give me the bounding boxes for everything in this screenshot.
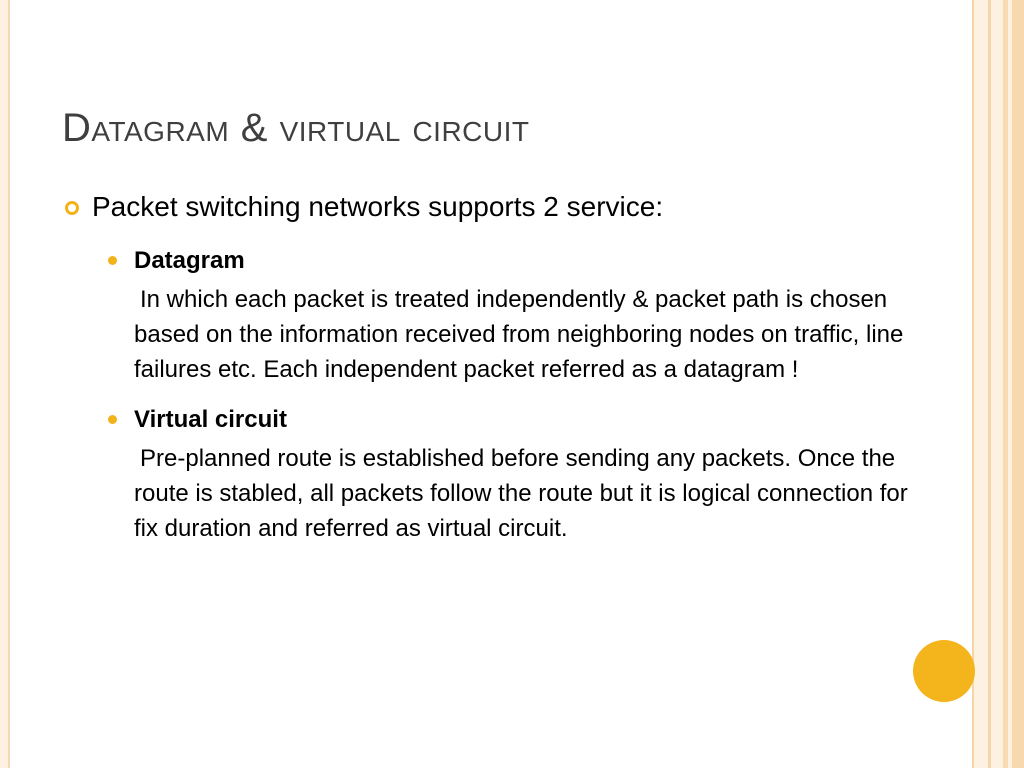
right-stripe-decoration (972, 0, 1024, 768)
decorative-circle (913, 640, 975, 702)
stripe (1012, 0, 1024, 768)
main-bullet-text: Packet switching networks supports 2 service: (92, 191, 664, 222)
stripe (991, 0, 1003, 768)
item-heading: Virtual circuit (134, 406, 287, 433)
slide-content (62, 188, 942, 546)
item-heading: Datagram (134, 247, 245, 274)
left-border-decoration (0, 0, 10, 768)
item-description: Pre-planned route is established before sending any packets. Once the route is stabled, all packets follow the route but it is logical connection for fix duration and referred as virtual circuit. (134, 445, 908, 542)
ring-bullet-icon (65, 201, 79, 215)
item-description: In which each packet is treated independently & packet path is chosen based on the information received from neighboring nodes on traffic, line failures etc. Each independent packet referred as a datagram ! (134, 286, 904, 383)
slide-title: Datagram & virtual circuit (62, 106, 530, 150)
list-item-virtual-circuit (62, 405, 942, 546)
list-item-datagram (62, 246, 942, 387)
main-bullet (62, 188, 942, 226)
stripe (974, 0, 988, 768)
dot-bullet-icon (108, 415, 117, 424)
dot-bullet-icon (108, 256, 117, 265)
